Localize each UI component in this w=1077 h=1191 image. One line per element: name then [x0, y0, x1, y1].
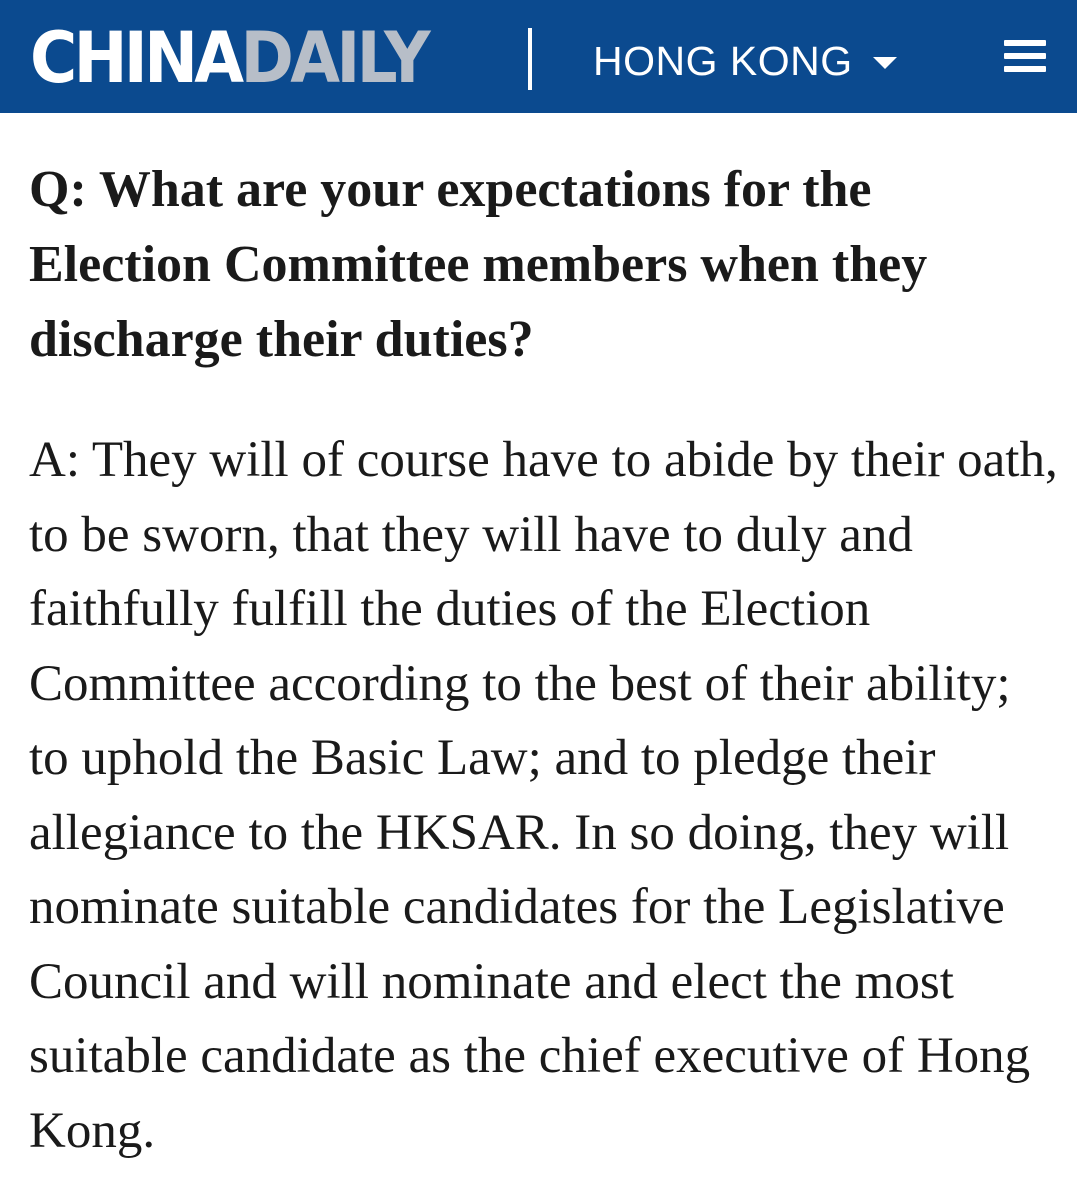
interview-question: Q: What are your expectations for the Election Committee members when they discharge their duties?	[29, 161, 928, 368]
logo-china-text: CHINA	[30, 17, 241, 99]
region-selector[interactable]	[593, 36, 897, 86]
hamburger-menu-icon[interactable]	[1004, 40, 1046, 72]
menu-bar	[1004, 53, 1046, 59]
header-divider	[528, 28, 532, 90]
menu-bar	[1004, 66, 1046, 72]
interview-answer: A: They will of course have to abide by their oath, to be sworn, that they will have to duly and faithfully fulfill the duties of the Election Committee according to the best of their ability; to uphold the Basic Law; and to pledge their allegiance to the HKSAR. In so doing, they will nominate suitable candidates for the Legislative Council and will nominate and elect the most suitable candidate as the chief executive of Hong Kong.	[29, 432, 1058, 1159]
logo-daily-text: DAILY	[240, 17, 427, 99]
site-header	[0, 0, 1077, 113]
menu-bar	[1004, 40, 1046, 46]
article-body	[29, 152, 1059, 1168]
china-daily-logo[interactable]	[30, 17, 427, 99]
region-label: HONG KONG	[593, 37, 853, 84]
caret-down-icon	[873, 57, 897, 69]
